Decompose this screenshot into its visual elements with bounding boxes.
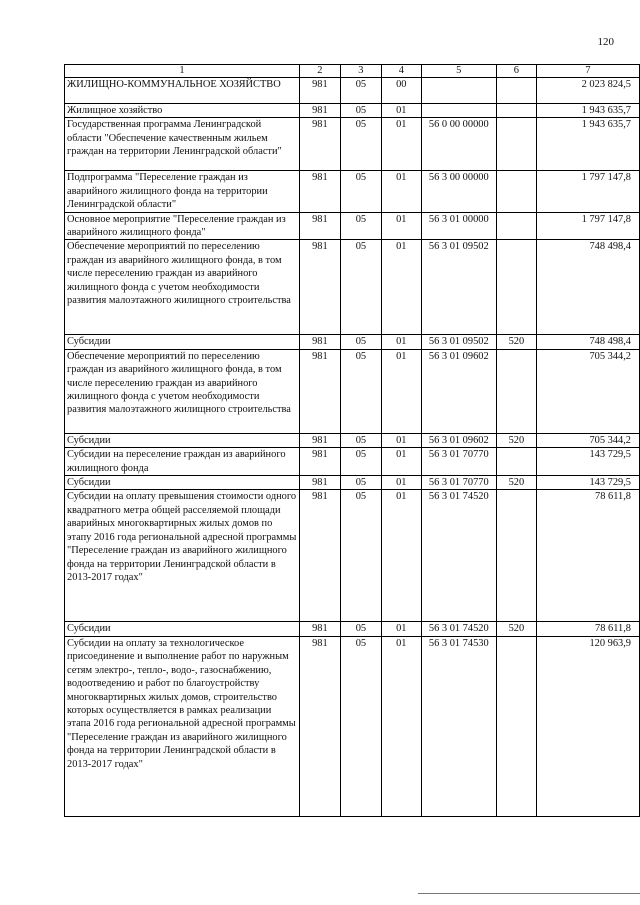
row-amount: 143 729,5 <box>536 448 639 476</box>
row-target-article: 56 3 00 00000 <box>421 171 496 212</box>
row-target-article: 56 3 01 09502 <box>421 240 496 335</box>
row-section: 05 <box>340 349 381 433</box>
row-name: ЖИЛИЩНО-КОММУНАЛЬНОЕ ХОЗЯЙСТВО <box>65 78 300 104</box>
header-col-5: 5 <box>421 65 496 78</box>
row-subsection: 01 <box>381 212 421 240</box>
row-name: Подпрограмма "Переселение граждан из аварийного жилищного фонда на территории Ленинградской области" <box>65 171 300 212</box>
row-target-article: 56 3 01 09602 <box>421 433 496 447</box>
row-section: 05 <box>340 448 381 476</box>
row-amount: 1 797 147,8 <box>536 171 639 212</box>
row-target-article: 56 3 01 09602 <box>421 349 496 433</box>
row-amount: 1 943 635,7 <box>536 118 639 171</box>
row-name: Субсидии <box>65 433 300 447</box>
row-grbs: 981 <box>299 433 340 447</box>
row-name: Субсидии <box>65 335 300 349</box>
header-col-7: 7 <box>536 65 639 78</box>
row-name: Субсидии <box>65 476 300 490</box>
table-row <box>65 448 640 476</box>
row-subsection: 01 <box>381 171 421 212</box>
row-subsection: 01 <box>381 476 421 490</box>
row-target-article: 56 3 01 70770 <box>421 448 496 476</box>
header-col-3: 3 <box>340 65 381 78</box>
page-number: 120 <box>597 36 614 48</box>
row-grbs: 981 <box>299 78 340 104</box>
row-grbs: 981 <box>299 118 340 171</box>
row-expense-type <box>496 171 536 212</box>
table-row <box>65 433 640 447</box>
row-expense-type <box>496 448 536 476</box>
table-row <box>65 78 640 104</box>
row-expense-type <box>496 78 536 104</box>
row-subsection: 01 <box>381 349 421 433</box>
row-amount: 705 344,2 <box>536 433 639 447</box>
row-grbs: 981 <box>299 240 340 335</box>
row-section: 05 <box>340 622 381 636</box>
row-target-article <box>421 104 496 118</box>
row-subsection: 01 <box>381 636 421 816</box>
table-row <box>65 104 640 118</box>
row-amount: 1 943 635,7 <box>536 104 639 118</box>
row-target-article: 56 3 01 00000 <box>421 212 496 240</box>
table-header-row <box>65 65 640 78</box>
table-row <box>65 212 640 240</box>
row-subsection: 01 <box>381 240 421 335</box>
row-name: Субсидии на оплату превышения стоимости одного квадратного метра общей расселяемой площади аварийных многоквартирных жилых домов по этапу 2016 года региональной адресной программы "Переселение граждан из аварийного жилищного фонда на территории Ленинградской области в 2013-2017 годах" <box>65 490 300 622</box>
row-subsection: 01 <box>381 104 421 118</box>
row-expense-type: 520 <box>496 433 536 447</box>
table-row <box>65 636 640 816</box>
row-section: 05 <box>340 433 381 447</box>
header-col-2: 2 <box>299 65 340 78</box>
row-target-article: 56 3 01 09502 <box>421 335 496 349</box>
row-expense-type <box>496 118 536 171</box>
row-amount: 2 023 824,5 <box>536 78 639 104</box>
row-section: 05 <box>340 171 381 212</box>
row-grbs: 981 <box>299 104 340 118</box>
row-expense-type <box>496 104 536 118</box>
row-amount: 748 498,4 <box>536 335 639 349</box>
row-grbs: 981 <box>299 212 340 240</box>
row-amount: 120 963,9 <box>536 636 639 816</box>
row-grbs: 981 <box>299 171 340 212</box>
header-col-4: 4 <box>381 65 421 78</box>
row-name: Государственная программа Ленинградской области "Обеспечение качественным жильем граждан на территории Ленинградской области" <box>65 118 300 171</box>
row-name: Субсидии <box>65 622 300 636</box>
row-amount: 78 611,8 <box>536 622 639 636</box>
row-grbs: 981 <box>299 349 340 433</box>
table-row <box>65 349 640 433</box>
row-subsection: 01 <box>381 118 421 171</box>
row-name: Обеспечение мероприятий по переселению граждан из аварийного жилищного фонда, в том числе переселению граждан из аварийного жилищного фонда с учетом необходимости развития малоэтажного жилищного строительства <box>65 240 300 335</box>
table-row <box>65 171 640 212</box>
table-row <box>65 335 640 349</box>
row-expense-type <box>496 240 536 335</box>
row-subsection: 01 <box>381 335 421 349</box>
row-grbs: 981 <box>299 490 340 622</box>
budget-table <box>64 64 640 817</box>
row-section: 05 <box>340 636 381 816</box>
row-target-article <box>421 78 496 104</box>
row-name: Основное мероприятие "Переселение граждан из аварийного жилищного фонда" <box>65 212 300 240</box>
row-subsection: 01 <box>381 622 421 636</box>
row-name: Обеспечение мероприятий по переселению граждан из аварийного жилищного фонда, в том числе переселению граждан из аварийного жилищного фонда с учетом необходимости развития малоэтажного жилищного строительства <box>65 349 300 433</box>
row-subsection: 00 <box>381 78 421 104</box>
row-subsection: 01 <box>381 490 421 622</box>
row-expense-type: 520 <box>496 335 536 349</box>
row-section: 05 <box>340 490 381 622</box>
row-section: 05 <box>340 240 381 335</box>
row-target-article: 56 0 00 00000 <box>421 118 496 171</box>
row-section: 05 <box>340 476 381 490</box>
row-target-article: 56 3 01 74530 <box>421 636 496 816</box>
row-name: Субсидии на переселение граждан из аварийного жилищного фонда <box>65 448 300 476</box>
row-section: 05 <box>340 104 381 118</box>
row-target-article: 56 3 01 74520 <box>421 490 496 622</box>
header-col-6: 6 <box>496 65 536 78</box>
row-grbs: 981 <box>299 335 340 349</box>
scan-edge-line <box>418 893 640 894</box>
row-amount: 1 797 147,8 <box>536 212 639 240</box>
table-row <box>65 622 640 636</box>
row-grbs: 981 <box>299 636 340 816</box>
row-expense-type: 520 <box>496 476 536 490</box>
row-section: 05 <box>340 78 381 104</box>
row-amount: 78 611,8 <box>536 490 639 622</box>
row-grbs: 981 <box>299 622 340 636</box>
row-expense-type <box>496 636 536 816</box>
row-expense-type <box>496 349 536 433</box>
row-subsection: 01 <box>381 433 421 447</box>
table-row <box>65 118 640 171</box>
row-subsection: 01 <box>381 448 421 476</box>
table-row <box>65 476 640 490</box>
header-col-1: 1 <box>65 65 300 78</box>
row-name: Жилищное хозяйство <box>65 104 300 118</box>
row-section: 05 <box>340 335 381 349</box>
row-expense-type: 520 <box>496 622 536 636</box>
row-expense-type <box>496 490 536 622</box>
row-amount: 705 344,2 <box>536 349 639 433</box>
row-name: Субсидии на оплату за технологическое присоединение и выполнение работ по наружным сетям электро-, тепло-, водо-, газоснабжению, водоотведению и работ по благоустройству многоквартирных жилых домов, строительство которых осуществляется в рамках реализации этапа 2016 года региональной адресной программы "Переселение граждан из аварийного жилищного фонда на территории Ленинградской области в 2013-2017 годах" <box>65 636 300 816</box>
row-amount: 748 498,4 <box>536 240 639 335</box>
row-section: 05 <box>340 118 381 171</box>
table-row <box>65 490 640 622</box>
row-grbs: 981 <box>299 476 340 490</box>
row-target-article: 56 3 01 70770 <box>421 476 496 490</box>
row-grbs: 981 <box>299 448 340 476</box>
row-amount: 143 729,5 <box>536 476 639 490</box>
row-expense-type <box>496 212 536 240</box>
table-row <box>65 240 640 335</box>
row-section: 05 <box>340 212 381 240</box>
row-target-article: 56 3 01 74520 <box>421 622 496 636</box>
